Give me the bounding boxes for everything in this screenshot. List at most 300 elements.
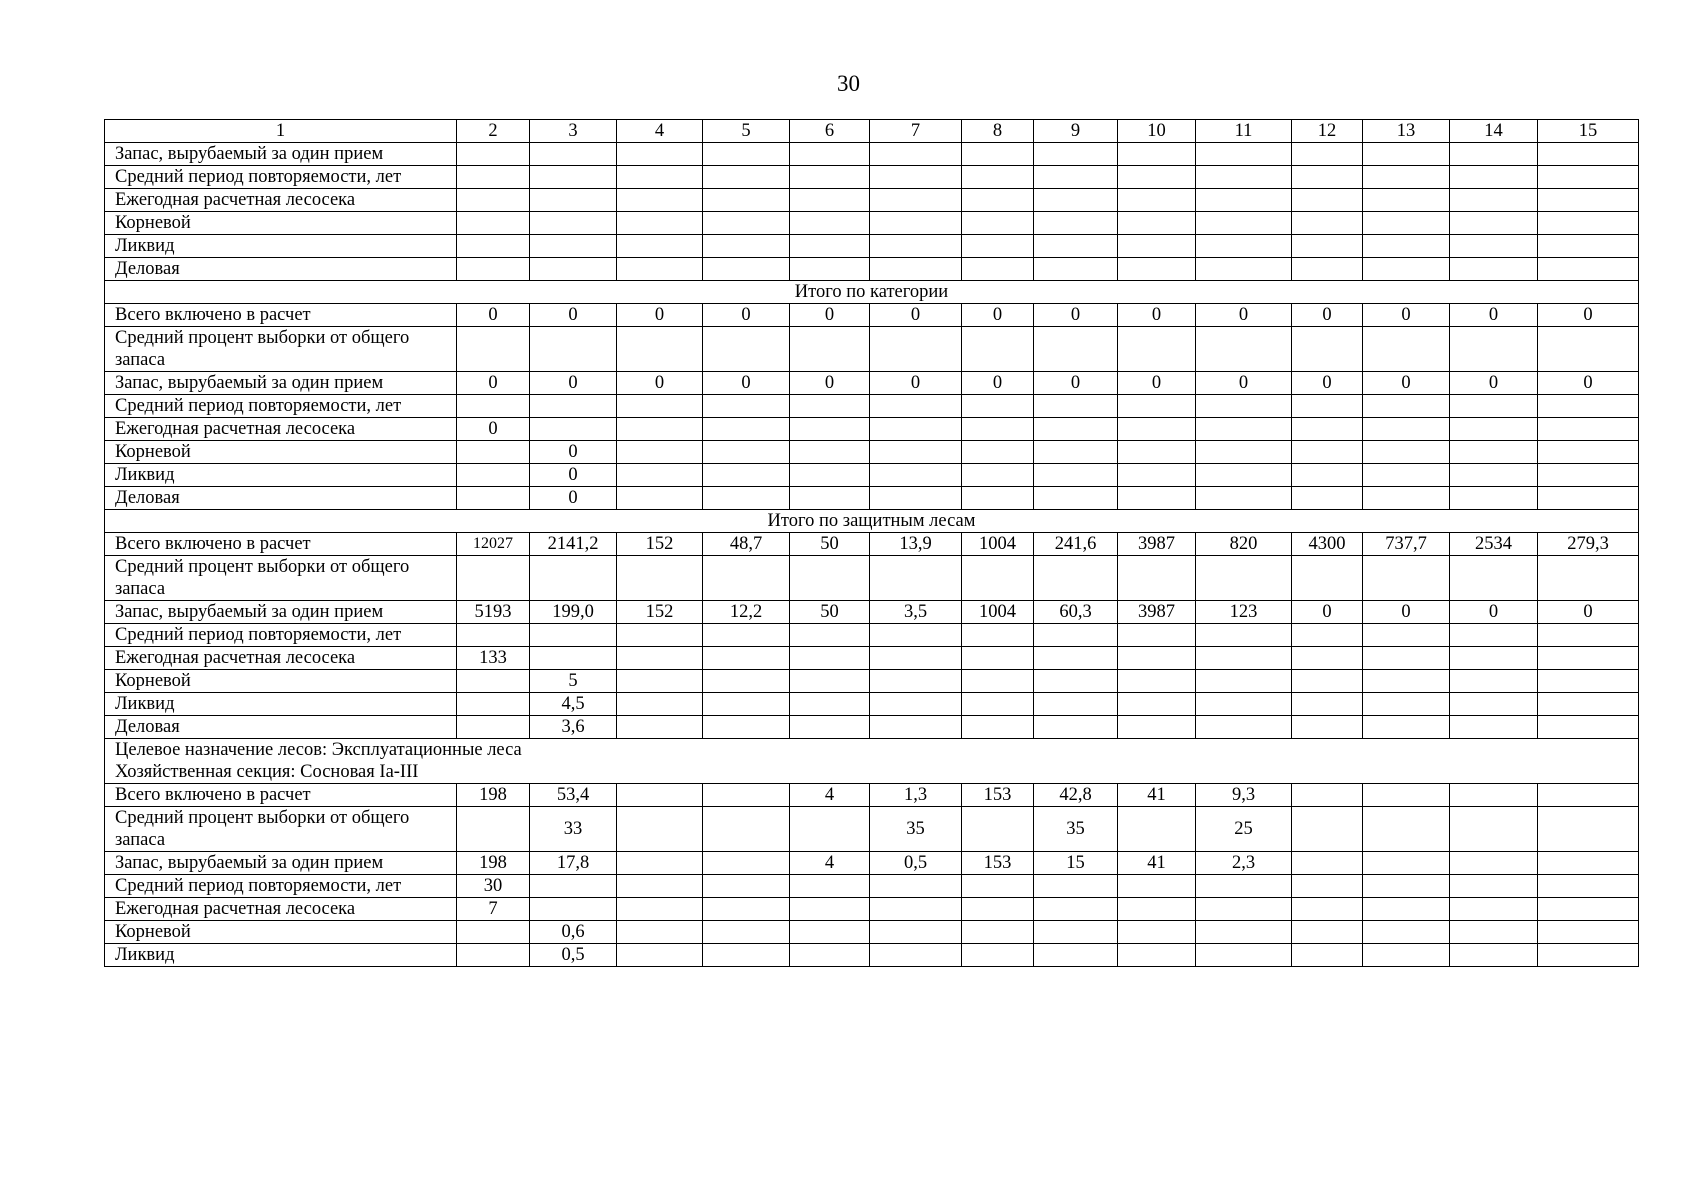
table-cell — [870, 670, 962, 693]
table-cell: 820 — [1196, 533, 1292, 556]
table-cell — [1034, 944, 1118, 967]
table-cell — [1196, 143, 1292, 166]
table-cell — [1363, 327, 1450, 372]
table-cell — [962, 898, 1034, 921]
table-cell — [870, 875, 962, 898]
table-cell — [1196, 395, 1292, 418]
table-cell — [703, 556, 790, 601]
table-row — [105, 716, 1639, 739]
table-cell — [790, 921, 870, 944]
table-cell — [1196, 944, 1292, 967]
row-label: Корневой — [105, 921, 457, 944]
table-cell — [1363, 487, 1450, 510]
table-cell: 4300 — [1292, 533, 1363, 556]
table-cell — [1292, 784, 1363, 807]
table-cell: 0 — [1292, 372, 1363, 395]
table-cell: 3,5 — [870, 601, 962, 624]
row-label: Ежегодная расчетная лесосека — [105, 647, 457, 670]
table-cell: 0 — [530, 464, 617, 487]
table-cell: 0 — [1538, 372, 1639, 395]
table-row — [105, 921, 1639, 944]
column-header-12: 12 — [1292, 120, 1363, 143]
table-cell — [1450, 670, 1538, 693]
table-cell — [457, 944, 530, 967]
section-info — [105, 739, 1639, 784]
table-cell — [1196, 921, 1292, 944]
table-cell — [617, 143, 703, 166]
table-cell: 198 — [457, 784, 530, 807]
table-cell — [617, 898, 703, 921]
table-row — [105, 875, 1639, 898]
table-cell — [790, 898, 870, 921]
table-cell — [1034, 464, 1118, 487]
column-header-4: 4 — [617, 120, 703, 143]
table-cell — [1363, 235, 1450, 258]
table-cell — [870, 693, 962, 716]
table-cell — [962, 418, 1034, 441]
table-cell: 0 — [1363, 304, 1450, 327]
table-cell — [1538, 487, 1639, 510]
table-cell — [790, 556, 870, 601]
table-cell — [1034, 647, 1118, 670]
table-cell — [1118, 327, 1196, 372]
table-cell — [870, 556, 962, 601]
table-cell — [1034, 898, 1118, 921]
table-cell — [1538, 944, 1639, 967]
table-cell — [617, 556, 703, 601]
section-row — [105, 510, 1639, 533]
table-cell — [1292, 624, 1363, 647]
table-cell — [1034, 143, 1118, 166]
table-cell — [1118, 258, 1196, 281]
table-cell — [1450, 921, 1538, 944]
table-cell — [1034, 716, 1118, 739]
table-cell — [870, 921, 962, 944]
table-cell — [617, 418, 703, 441]
table-cell: 0 — [1196, 372, 1292, 395]
table-cell — [1363, 556, 1450, 601]
table-cell — [962, 166, 1034, 189]
table-row — [105, 258, 1639, 281]
table-cell — [530, 875, 617, 898]
table-cell — [1292, 464, 1363, 487]
table-cell — [1292, 143, 1363, 166]
table-cell — [870, 716, 962, 739]
table-cell — [1196, 693, 1292, 716]
table-cell — [1118, 898, 1196, 921]
row-label: Всего включено в расчет — [105, 533, 457, 556]
table-cell — [1538, 624, 1639, 647]
table-cell — [870, 395, 962, 418]
table-cell: 0 — [1118, 372, 1196, 395]
table-cell — [962, 235, 1034, 258]
table-cell — [1538, 556, 1639, 601]
table-cell — [1538, 441, 1639, 464]
row-label: Средний период повторяемости, лет — [105, 166, 457, 189]
table-cell — [1538, 418, 1639, 441]
table-cell — [1292, 716, 1363, 739]
table-cell — [1292, 647, 1363, 670]
table-cell: 53,4 — [530, 784, 617, 807]
table-cell — [703, 898, 790, 921]
table-cell: 4 — [790, 784, 870, 807]
table-cell — [790, 464, 870, 487]
table-cell — [1292, 852, 1363, 875]
section-info-row — [105, 739, 1639, 784]
table-cell — [1450, 395, 1538, 418]
table-cell — [1292, 944, 1363, 967]
table-cell — [1292, 441, 1363, 464]
table-cell — [1363, 875, 1450, 898]
table-cell — [1538, 921, 1639, 944]
table-cell — [1363, 693, 1450, 716]
column-header-1: 1 — [105, 120, 457, 143]
table-cell: 50 — [790, 601, 870, 624]
table-cell — [1196, 166, 1292, 189]
table-cell — [1196, 212, 1292, 235]
section-row — [105, 281, 1639, 304]
table-cell: 0 — [870, 304, 962, 327]
table-cell — [703, 441, 790, 464]
table-row — [105, 670, 1639, 693]
table-cell — [1118, 921, 1196, 944]
table-cell — [1363, 441, 1450, 464]
table-cell — [962, 258, 1034, 281]
table-cell — [703, 944, 790, 967]
table-cell — [962, 944, 1034, 967]
table-cell — [703, 235, 790, 258]
column-header-15: 15 — [1538, 120, 1639, 143]
table-cell — [870, 624, 962, 647]
table-cell: 0 — [617, 304, 703, 327]
table-cell — [790, 258, 870, 281]
table-cell — [1196, 670, 1292, 693]
table-cell — [962, 143, 1034, 166]
table-cell — [1363, 898, 1450, 921]
table-cell — [870, 418, 962, 441]
table-cell — [1538, 464, 1639, 487]
table-cell — [1538, 716, 1639, 739]
table-cell — [1450, 464, 1538, 487]
column-header-13: 13 — [1363, 120, 1450, 143]
table-cell — [703, 670, 790, 693]
table-cell — [457, 212, 530, 235]
table-cell: 0,6 — [530, 921, 617, 944]
table-cell — [790, 716, 870, 739]
table-cell — [1450, 212, 1538, 235]
table-cell — [1363, 418, 1450, 441]
table-cell: 3,6 — [530, 716, 617, 739]
table-cell — [1196, 898, 1292, 921]
table-cell: 4,5 — [530, 693, 617, 716]
table-row — [105, 898, 1639, 921]
table-cell — [457, 258, 530, 281]
table-cell: 1004 — [962, 601, 1034, 624]
table-row — [105, 944, 1639, 967]
table-cell — [1118, 418, 1196, 441]
table-cell — [457, 693, 530, 716]
table-cell — [703, 921, 790, 944]
table-cell — [617, 235, 703, 258]
table-row — [105, 647, 1639, 670]
row-label: Всего включено в расчет — [105, 304, 457, 327]
table-cell — [790, 327, 870, 372]
table-cell — [1118, 189, 1196, 212]
table-cell — [617, 716, 703, 739]
table-cell — [617, 647, 703, 670]
row-label: Средний период повторяемости, лет — [105, 875, 457, 898]
table-cell — [962, 647, 1034, 670]
table-cell — [1118, 647, 1196, 670]
table-cell: 0 — [1292, 601, 1363, 624]
table-cell — [1450, 441, 1538, 464]
table-row — [105, 166, 1639, 189]
table-cell — [1196, 327, 1292, 372]
table-cell — [457, 441, 530, 464]
table-cell — [1363, 166, 1450, 189]
table-cell — [1196, 487, 1292, 510]
table-cell — [1292, 807, 1363, 852]
table-cell — [457, 716, 530, 739]
table-cell — [1538, 327, 1639, 372]
table-cell — [617, 852, 703, 875]
table-cell — [1118, 464, 1196, 487]
table-cell: 0,5 — [530, 944, 617, 967]
table-cell — [1363, 395, 1450, 418]
table-cell — [1196, 258, 1292, 281]
table-cell: 0 — [1292, 304, 1363, 327]
row-label: Ежегодная расчетная лесосека — [105, 898, 457, 921]
table-cell: 123 — [1196, 601, 1292, 624]
table-cell — [870, 143, 962, 166]
table-cell — [1538, 212, 1639, 235]
table-cell — [1363, 670, 1450, 693]
table-cell — [1363, 921, 1450, 944]
table-cell — [1118, 670, 1196, 693]
table-cell — [457, 395, 530, 418]
table-cell: 152 — [617, 533, 703, 556]
row-label: Ежегодная расчетная лесосека — [105, 418, 457, 441]
table-cell: 0 — [457, 372, 530, 395]
table-cell: 0 — [457, 418, 530, 441]
table-row — [105, 784, 1639, 807]
table-cell — [962, 395, 1034, 418]
table-cell — [1538, 189, 1639, 212]
table-cell — [530, 189, 617, 212]
table-cell — [1292, 418, 1363, 441]
table-cell: 9,3 — [1196, 784, 1292, 807]
table-cell — [1118, 441, 1196, 464]
table-cell: 153 — [962, 852, 1034, 875]
table-cell: 15 — [1034, 852, 1118, 875]
table-cell — [617, 189, 703, 212]
table-cell — [703, 875, 790, 898]
table-cell — [1118, 807, 1196, 852]
table-cell — [1118, 624, 1196, 647]
table-cell: 0 — [1538, 304, 1639, 327]
table-row — [105, 212, 1639, 235]
table-cell — [1034, 327, 1118, 372]
table-cell — [790, 189, 870, 212]
table-cell — [530, 327, 617, 372]
table-cell — [790, 395, 870, 418]
table-cell — [870, 166, 962, 189]
table-cell — [1292, 235, 1363, 258]
table-cell — [1450, 235, 1538, 258]
table-row — [105, 693, 1639, 716]
table-cell — [790, 212, 870, 235]
table-cell — [1538, 784, 1639, 807]
table-cell — [1196, 235, 1292, 258]
table-cell — [530, 258, 617, 281]
table-cell — [1292, 395, 1363, 418]
table-cell — [1363, 258, 1450, 281]
table-cell — [1450, 944, 1538, 967]
table-cell — [1363, 189, 1450, 212]
table-row — [105, 807, 1639, 852]
table-cell: 5193 — [457, 601, 530, 624]
table-cell — [870, 647, 962, 670]
table-cell — [1538, 647, 1639, 670]
table-cell — [703, 624, 790, 647]
table-cell — [1034, 395, 1118, 418]
table-cell — [457, 464, 530, 487]
row-label: Запас, вырубаемый за один прием — [105, 372, 457, 395]
table-cell — [962, 487, 1034, 510]
table-row — [105, 533, 1639, 556]
table-cell: 0 — [1450, 372, 1538, 395]
table-cell — [1363, 784, 1450, 807]
table-cell — [1118, 235, 1196, 258]
table-cell — [1450, 807, 1538, 852]
table-cell — [1450, 487, 1538, 510]
column-header-11: 11 — [1196, 120, 1292, 143]
table-cell — [870, 189, 962, 212]
table-cell — [870, 258, 962, 281]
table-cell — [1292, 875, 1363, 898]
table-body — [105, 120, 1639, 967]
table-cell — [1538, 670, 1639, 693]
table-cell — [1034, 624, 1118, 647]
table-cell: 3987 — [1118, 601, 1196, 624]
table-cell: 0,5 — [870, 852, 962, 875]
row-label: Всего включено в расчет — [105, 784, 457, 807]
table-cell — [1034, 441, 1118, 464]
table-cell — [703, 807, 790, 852]
table-cell — [1538, 693, 1639, 716]
table-cell — [703, 784, 790, 807]
table-cell — [1450, 166, 1538, 189]
column-header-14: 14 — [1450, 120, 1538, 143]
table-cell: 0 — [1363, 372, 1450, 395]
table-cell — [617, 258, 703, 281]
table-cell — [617, 212, 703, 235]
table-cell — [530, 212, 617, 235]
table-cell — [1118, 556, 1196, 601]
row-label: Ликвид — [105, 693, 457, 716]
table-cell — [530, 647, 617, 670]
table-cell — [1292, 670, 1363, 693]
row-label: Деловая — [105, 716, 457, 739]
table-cell — [1538, 143, 1639, 166]
table-cell — [1292, 898, 1363, 921]
table-cell — [457, 143, 530, 166]
table-cell — [790, 418, 870, 441]
table-cell — [870, 235, 962, 258]
table-row — [105, 852, 1639, 875]
row-label: Корневой — [105, 441, 457, 464]
table-row — [105, 556, 1639, 601]
table-cell: 0 — [1034, 304, 1118, 327]
table-cell — [790, 670, 870, 693]
table-cell — [703, 212, 790, 235]
table-cell — [1034, 921, 1118, 944]
table-cell — [1118, 716, 1196, 739]
table-cell — [1292, 921, 1363, 944]
table-cell — [457, 921, 530, 944]
table-cell: 30 — [457, 875, 530, 898]
table-cell — [617, 327, 703, 372]
table-cell — [1034, 189, 1118, 212]
table-row — [105, 235, 1639, 258]
table-row — [105, 487, 1639, 510]
table-cell — [703, 258, 790, 281]
table-cell — [703, 327, 790, 372]
table-cell — [1034, 670, 1118, 693]
header-row — [105, 120, 1639, 143]
table-cell: 42,8 — [1034, 784, 1118, 807]
row-label: Запас, вырубаемый за один прием — [105, 143, 457, 166]
table-cell — [703, 693, 790, 716]
table-cell — [1450, 624, 1538, 647]
table-cell — [1118, 395, 1196, 418]
table-cell — [617, 875, 703, 898]
table-cell — [617, 670, 703, 693]
column-header-8: 8 — [962, 120, 1034, 143]
table-cell — [703, 716, 790, 739]
table-cell — [1450, 875, 1538, 898]
table-cell — [1363, 212, 1450, 235]
table-cell: 0 — [703, 304, 790, 327]
table-cell — [870, 327, 962, 372]
table-cell: 0 — [790, 372, 870, 395]
table-cell — [1363, 944, 1450, 967]
table-cell: 4 — [790, 852, 870, 875]
table-cell — [530, 235, 617, 258]
table-cell — [1538, 852, 1639, 875]
table-row — [105, 624, 1639, 647]
table-cell: 0 — [1363, 601, 1450, 624]
table-cell — [1450, 784, 1538, 807]
table-cell — [962, 464, 1034, 487]
table-cell — [530, 418, 617, 441]
table-cell — [457, 556, 530, 601]
table-cell: 0 — [1450, 304, 1538, 327]
table-cell: 48,7 — [703, 533, 790, 556]
table-cell: 0 — [1034, 372, 1118, 395]
table-cell — [530, 395, 617, 418]
table-cell: 737,7 — [1363, 533, 1450, 556]
table-cell — [617, 784, 703, 807]
table-cell — [1196, 716, 1292, 739]
column-header-6: 6 — [790, 120, 870, 143]
table-cell: 133 — [457, 647, 530, 670]
table-cell — [617, 944, 703, 967]
table-cell — [1118, 944, 1196, 967]
table-cell — [1538, 807, 1639, 852]
table-cell — [1363, 716, 1450, 739]
table-cell: 2141,2 — [530, 533, 617, 556]
